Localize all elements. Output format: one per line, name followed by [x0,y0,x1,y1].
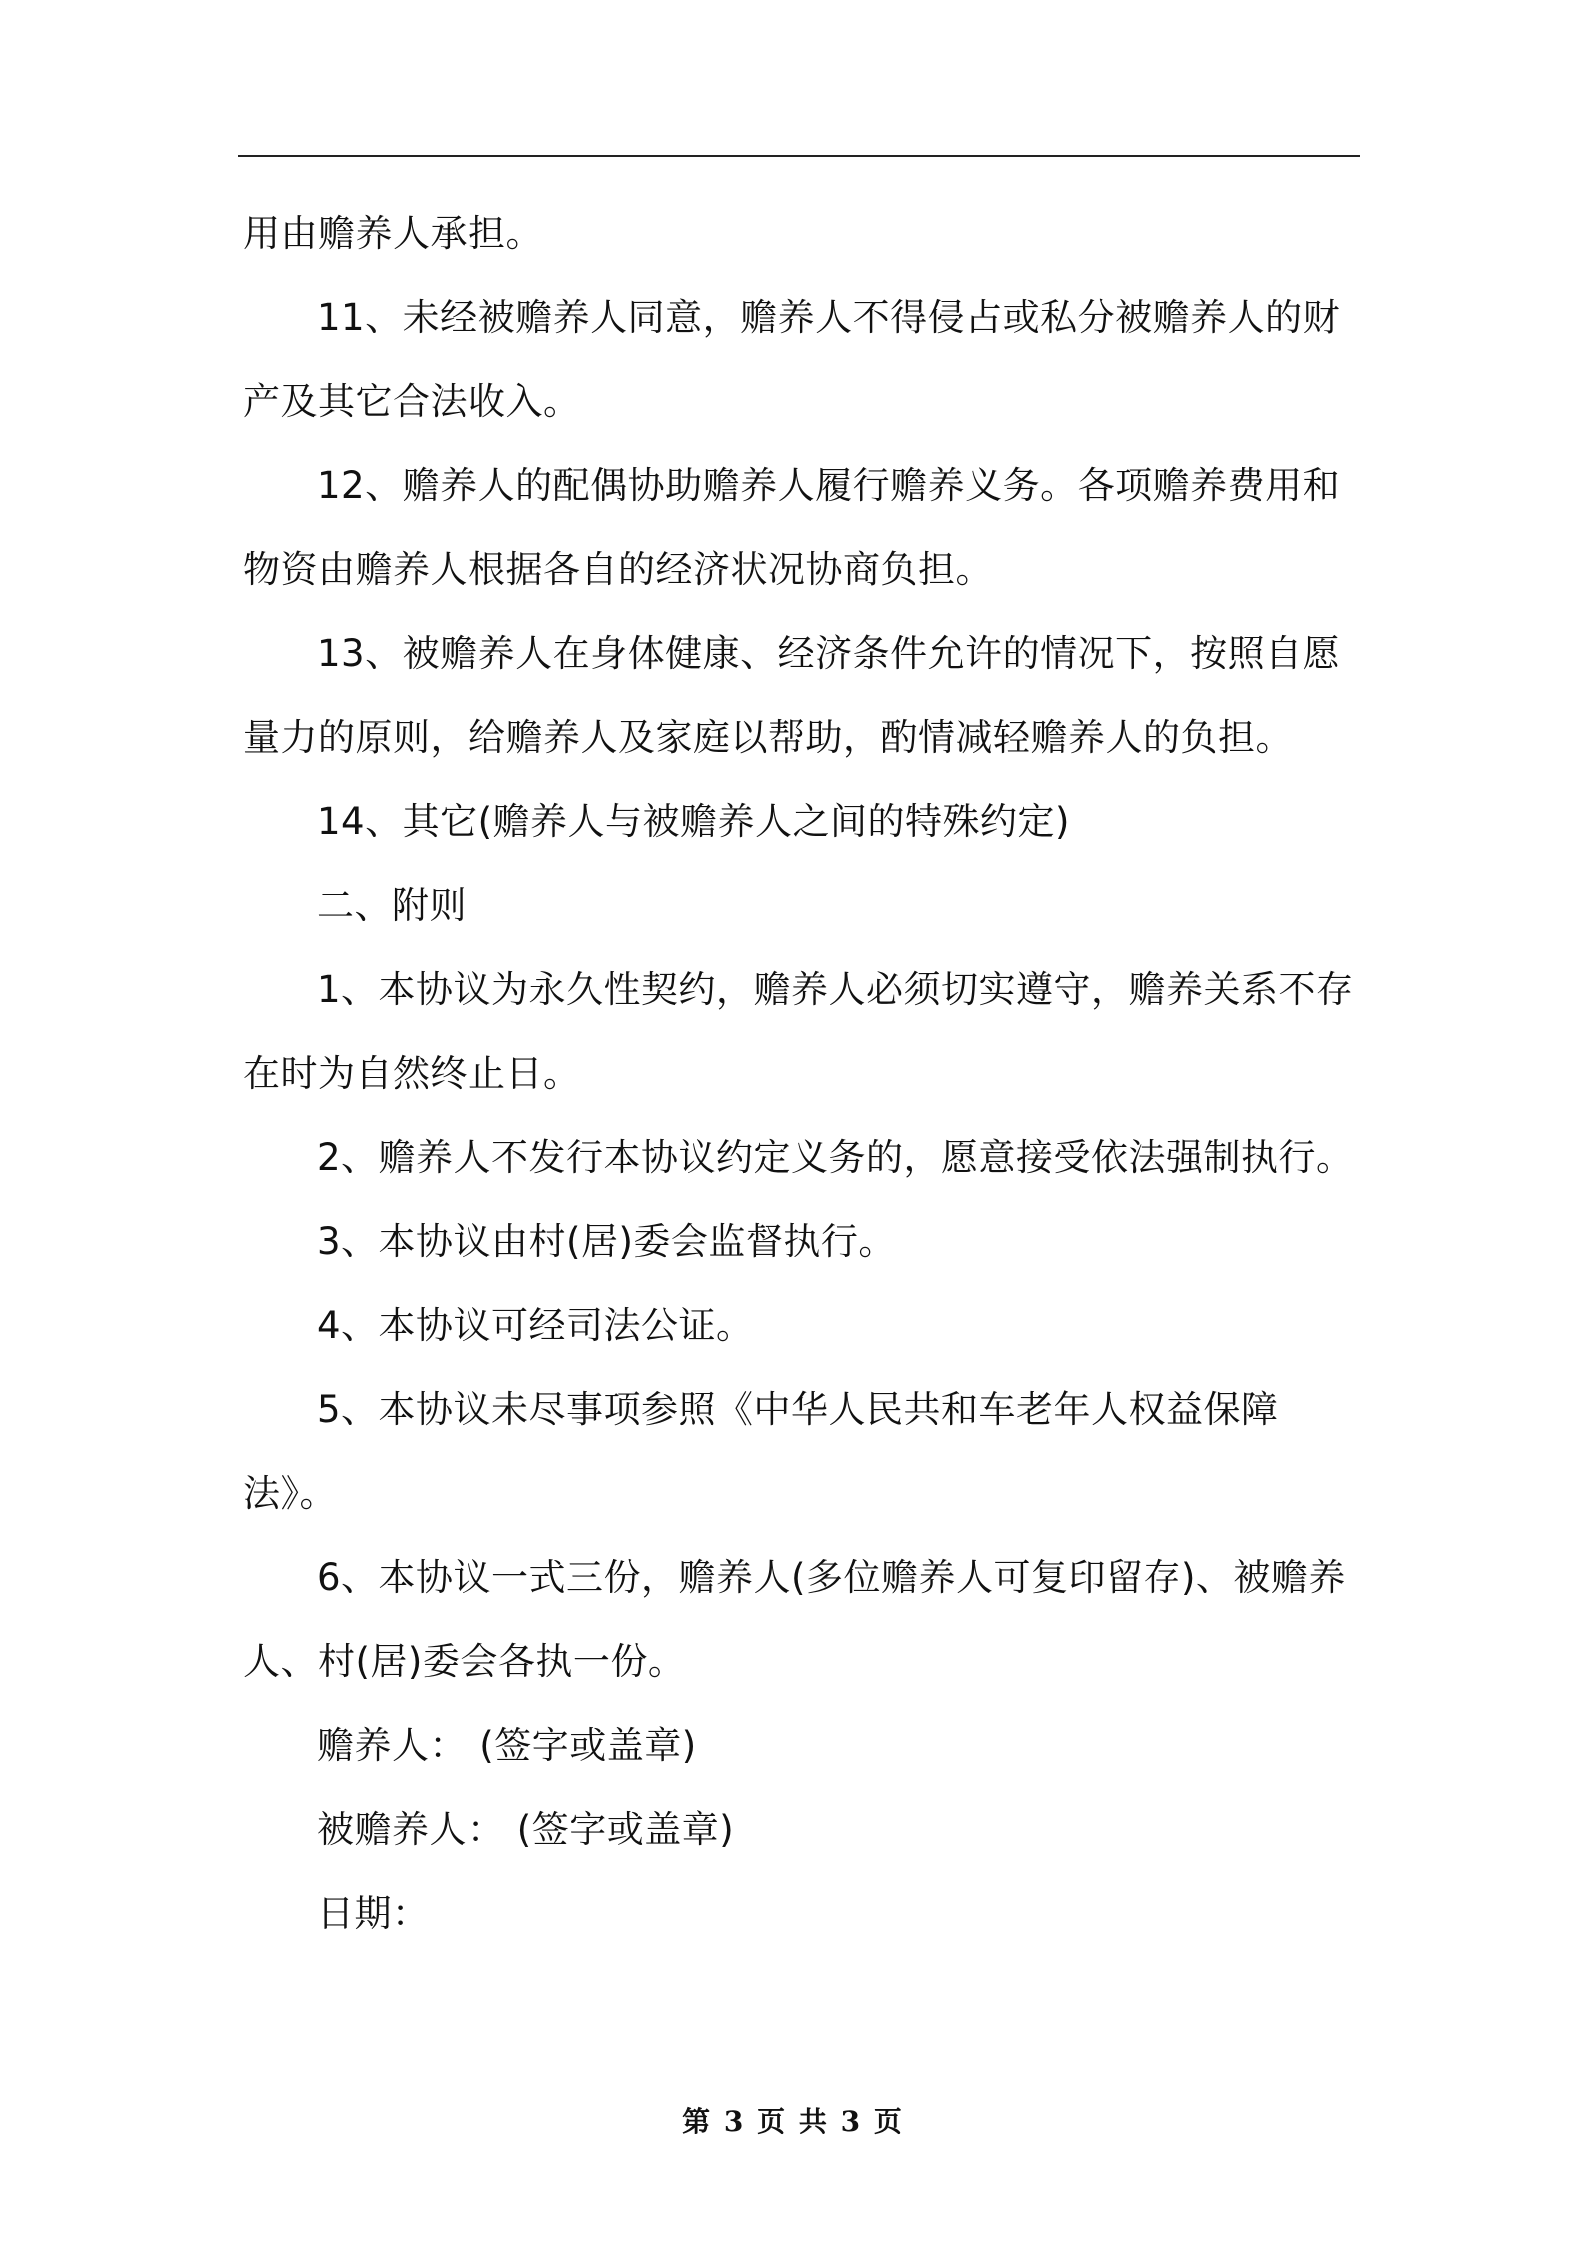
page-footer [0,2100,1586,2140]
document-body [243,192,1360,1956]
paragraph-clause-13: 13、被赡养人在身体健康、经济条件允许的情况下，按照自愿量力的原则，给赡养人及家庭以帮助，酌情减轻赡养人的负担。 [243,632,1341,759]
paragraph-appendix-3: 3、本协议由村(居)委会监督执行。 [317,1220,896,1263]
paragraph-appendix-5: 5、本协议未尽事项参照《中华人民共和车老年人权益保障法》。 [243,1388,1279,1515]
paragraph-clause-14: 14、其它(赡养人与被赡养人之间的特殊约定) [317,800,1070,843]
signature-line-supported: 被赡养人： (签字或盖章) [317,1808,735,1851]
paragraph-clause-12: 12、赡养人的配偶协助赡养人履行赡养义务。各项赡养费用和物资由赡养人根据各自的经济状况协商负担。 [243,464,1341,591]
paragraph-continuation: 用由赡养人承担。 [243,212,543,255]
header-rule [238,155,1360,157]
date-line: 日期： [317,1892,430,1935]
paragraph-appendix-1: 1、本协议为永久性契约，赡养人必须切实遵守，赡养关系不存在时为自然终止日。 [243,968,1354,1095]
signature-line-supporter: 赡养人： (签字或盖章) [317,1724,697,1767]
paragraph-appendix-6: 6、本协议一式三份，赡养人(多位赡养人可复印留存)、被赡养人、村(居)委会各执一份。 [243,1556,1346,1683]
page-number-label: 第 3 页 共 3 页 [682,2105,904,2138]
section-heading-appendix: 二、附则 [317,884,467,927]
paragraph-appendix-2: 2、赡养人不发行本协议约定义务的，愿意接受依法强制执行。 [317,1136,1354,1179]
paragraph-appendix-4: 4、本协议可经司法公证。 [317,1304,754,1347]
paragraph-clause-11: 11、未经被赡养人同意，赡养人不得侵占或私分被赡养人的财产及其它合法收入。 [243,296,1341,423]
